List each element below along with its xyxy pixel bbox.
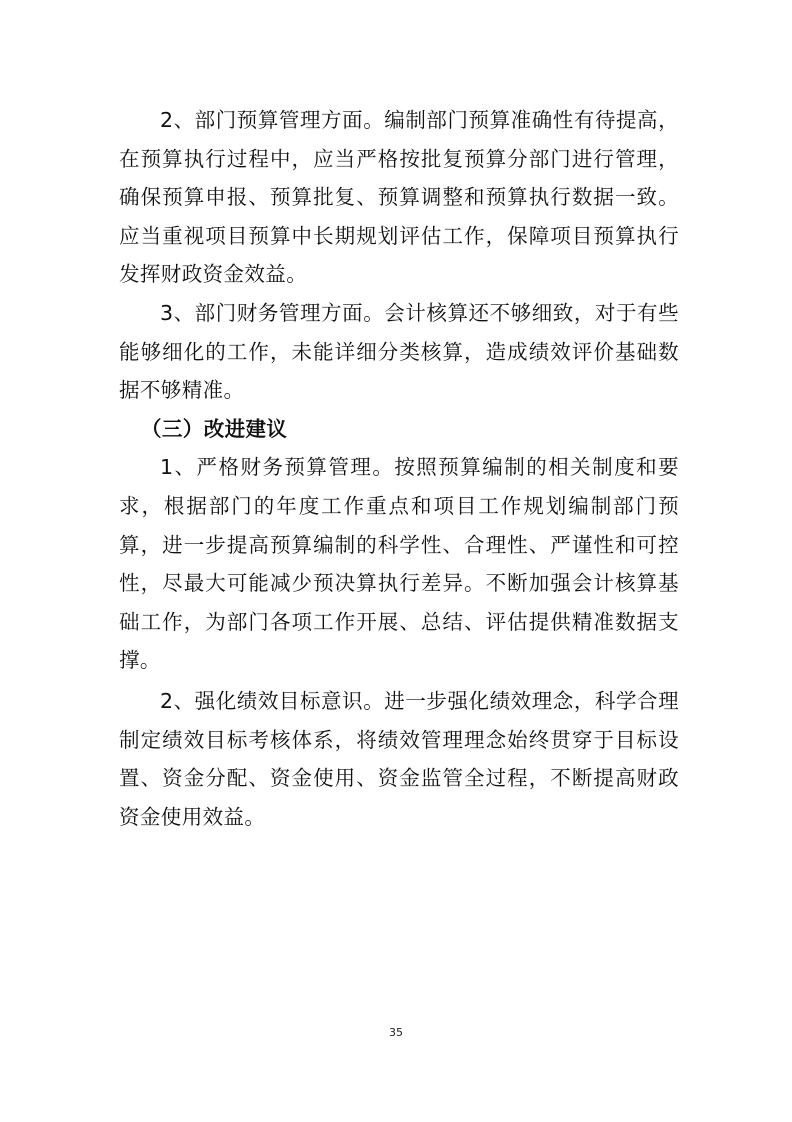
paragraph-performance-awareness: 2、强化绩效目标意识。进一步强化绩效理念，科学合理制定绩效目标考核体系，将绩效管理理念始终贯穿于目标设置、资金分配、资金使用、资金监管全过程，不断提高财政资金使用效益。: [119, 688, 679, 829]
paragraph-strict-budget-management: 1、严格财务预算管理。按照预算编制的相关制度和要求，根据部门的年度工作重点和项目工作规划编制部门预算，进一步提高预算编制的科学性、合理性、严谨性和可控性，尽最大可能减少预决算执行差异。不断加强会计核算基础工作，为部门各项工作开展、总结、评估提供精准数据支撑。: [119, 455, 679, 673]
paragraph-budget-management: 2、部门预算管理方面。编制部门预算准确性有待提高，在预算执行过程中，应当严格按批复预算分部门进行管理，确保预算申报、预算批复、预算调整和预算执行数据一致。应当重视项目预算中长期规划评估工作，保障项目预算执行发挥财政资金效益。: [119, 108, 679, 287]
page-body: [119, 101, 679, 836]
page-number: 35: [389, 1026, 403, 1039]
section-heading-improvement-suggestions: （三）改进建议: [141, 416, 288, 441]
paragraph-financial-management: 3、部门财务管理方面。会计核算还不够细致，对于有些能够细化的工作，未能详细分类核算，造成绩效评价基础数据不够精准。: [119, 300, 679, 403]
